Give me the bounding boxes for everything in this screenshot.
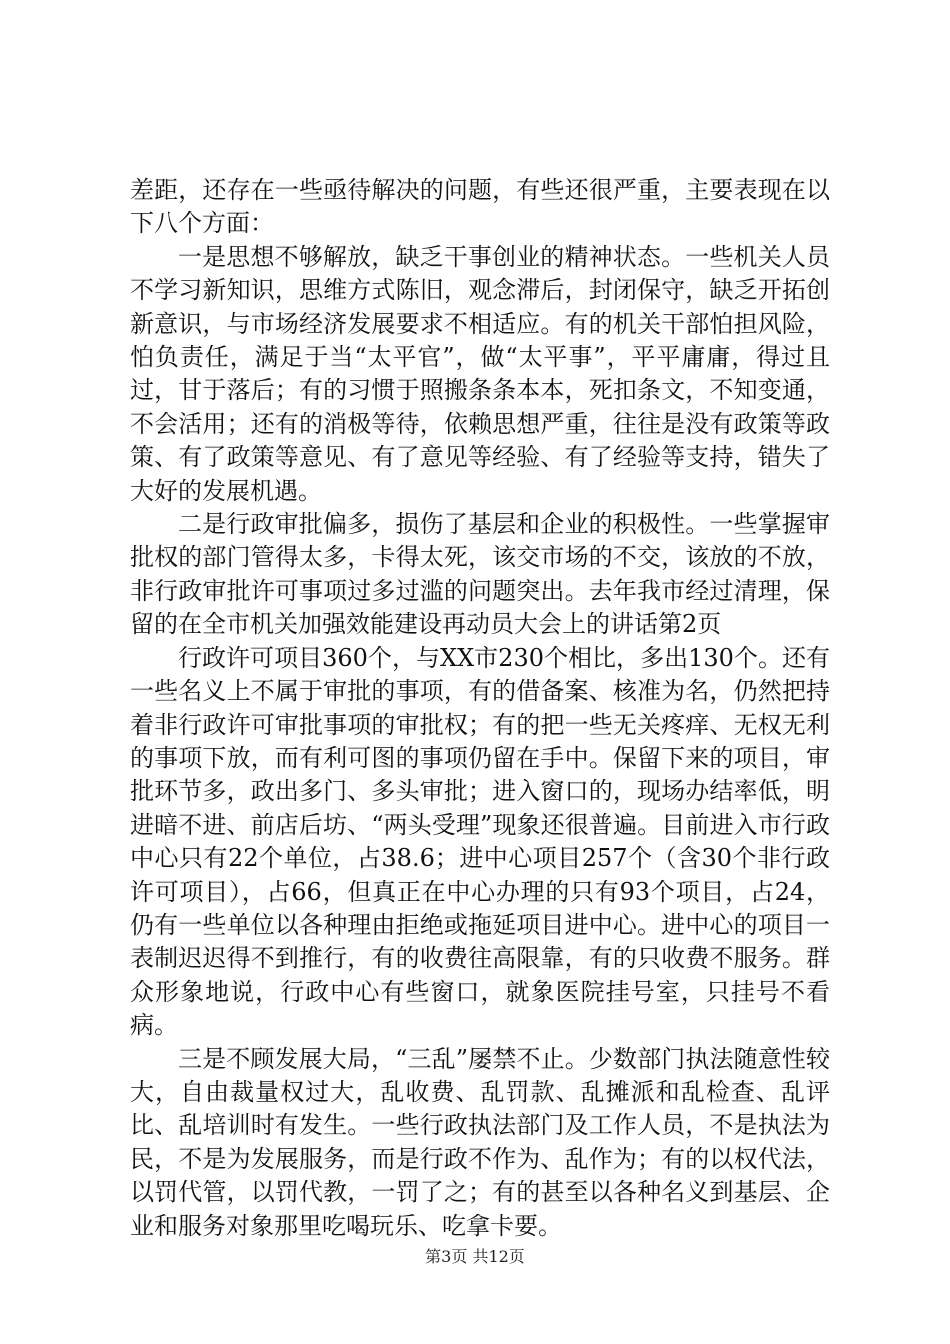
- paragraph-1: 差距，还存在一些亟待解决的问题，有些还很严重，主要表现在以下八个方面：: [130, 176, 830, 238]
- document-body: [130, 174, 830, 1243]
- paragraph-2: 一是思想不够解放，缺乏干事创业的精神状态。一些机关人员不学习新知识，思维方式陈旧，观念滞后，封闭保守，缺乏开拓创新意识，与市场经济发展要求不相适应。有的机关干部怕担风险，怕负责任，满足于当“太平官”，做“太平事”，平平庸庸，得过且过，甘于落后；有的习惯于照搬条条本本，死扣条文，不知变通，不会活用；还有的消极等待，依赖思想严重，往往是没有政策等政策、有了政策等意见、有了意见等经验、有了经验等支持，错失了大好的发展机遇。: [130, 242, 830, 505]
- paragraph-5: 三是不顾发展大局，“三乱”屡禁不止。少数部门执法随意性较大，自由裁量权过大，乱收费、乱罚款、乱摊派和乱检查、乱评比、乱培训时有发生。一些行政执法部门及工作人员，不是执法为民，不是为发展服务，而是行政不作为、乱作为；有的以权代法，以罚代管，以罚代教，一罚了之；有的甚至以各种名义到基层、企业和服务对象那里吃喝玩乐、吃拿卡要。: [130, 1044, 830, 1240]
- paragraph-3: 二是行政审批偏多，损伤了基层和企业的积极性。一些掌握审批权的部门管得太多，卡得太死，该交市场的不交，该放的不放，非行政审批许可事项过多过滥的问题突出。去年我市经过清理，保留的在全市机关加强效能建设再动员大会上的讲话第2页: [130, 510, 830, 639]
- page-footer: 第3页 共12页: [425, 1247, 525, 1266]
- paragraph-4: 行政许可项目360个，与XX市230个相比，多出130个。还有一些名义上不属于审批的事项，有的借备案、核准为名，仍然把持着非行政许可审批事项的审批权；有的把一些无关疼痒、无权无利的事项下放，而有利可图的事项仍留在手中。保留下来的项目，审批环节多，政出多门、多头审批；进入窗口的，现场办结率低，明进暗不进、前店后坊、“两头受理”现象还很普遍。目前进入市行政中心只有22个单位，占38.6；进中心项目257个（含30个非行政许可项目），占66，但真正在中心办理的只有93个项目，占24，仍有一些单位以各种理由拒绝或拖延项目进中心。进中心的项目一表制迟迟得不到推行，有的收费往高限靠，有的只收费不服务。群众形象地说，行政中心有些窗口，就象医院挂号室，只挂号不看病。: [130, 643, 830, 1040]
